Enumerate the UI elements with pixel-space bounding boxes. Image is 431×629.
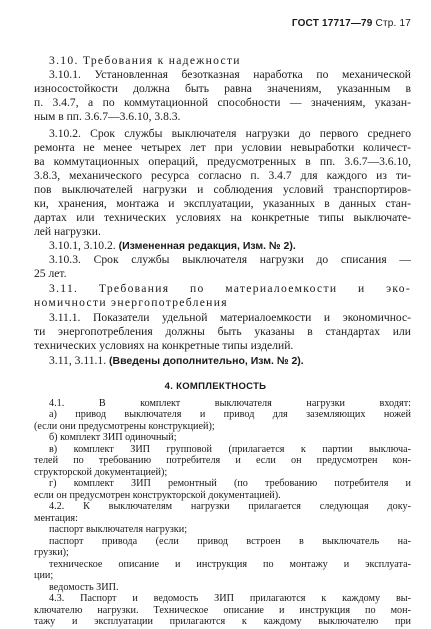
text-line: (если они предусмотрены конструкцией); [34,421,215,432]
text-line: лей нагрузки. [34,225,101,238]
text-line: ключателю нагрузки. Техническое описание и инструкция по мон- [34,605,411,616]
text-line: 4.1. В комплект выключателя нагрузки входят: [49,398,411,409]
list-item: ведомость ЗИП. [49,582,119,593]
amendment-ref: 3.10.1, 3.10.2. [49,239,116,252]
list-item: б) комплект ЗИП одиночный; [49,432,177,443]
page-header [292,18,411,29]
text-line: 3.8.3, механического ресурса согласно п. 3.4.7 для каждого из ти- [34,169,411,182]
text-line: 3.10.3. Срок службы выключателя нагрузки до списания — [49,253,411,266]
text-line: ремонта не менее четырех лет при условии невыработки количест- [34,141,411,154]
text-line: технических условиях на конкретные типы изделий. [34,339,294,352]
section-title-3-10: 3.10. Требования к надежности [49,54,241,67]
list-item: техническое описание и инструкция по монтажу и эксплуата- [49,559,411,570]
text-line: пов выключателей нагрузки и соблюдения условий транспортиров- [34,183,411,196]
text-line: износостойкости должна быть равна значениям, указанным в [34,82,411,95]
text-line: 3.10.1. Установленная безотказная наработка по механической [49,68,411,81]
text-line: ти энергопотребления должны быть указаны в стандартах или [34,325,411,338]
list-item: г) комплект ЗИП ремонтный (по требованию потребителя и [49,478,411,489]
list-item: в) комплект ЗИП групповой (прилагается к партии выключа- [49,444,411,455]
text-line: ным в пп. 3.6.7—3.6.10, 3.8.3. [34,110,181,123]
text-line: если он предусмотрен конструкторской документацией). [34,490,281,501]
page-number: Стр. 17 [375,18,411,29]
amendment-ref: 3.11, 3.11.1. [49,354,107,367]
text-line: ции; [34,570,54,581]
text-line: ментация: [34,513,78,524]
text-line: грузки); [34,547,69,558]
list-item: паспорт привода (если привод встроен в выключатель на- [49,536,411,547]
text-line: ва коммутационных операций, предусмотренных в пп. 3.6.7—3.6.10, [34,155,411,168]
amendment-note [49,354,411,368]
standard-number: ГОСТ 17717—79 [291,18,373,29]
text-line: 3.10.2. Срок службы выключателя нагрузки до первого среднего [49,127,411,140]
text-line: структорской документацией); [34,467,168,478]
amendment-text: (Измененная редакция, Изм. № 2). [118,240,296,252]
text-line: п. 3.4.7, а по коммутационной способности — значениям, указан- [34,96,411,109]
amendment-note [49,239,411,253]
section-title-3-11: 3.11. Требования по материалоемкости и эко- [49,282,411,295]
text-line: ки, хранения, монтажа и эксплуатации, указанных в данных стан- [34,197,411,210]
section-heading-4: 4. КОМПЛЕКТНОСТЬ [164,381,267,392]
section-title-3-11-cont: номичности энергопотребления [34,296,228,309]
amendment-text: (Введены дополнительно, Изм. № 2). [109,355,304,367]
text-line: дартах или технических условиях на конкретные типы выключате- [34,211,411,224]
text-line: 4.2. К выключателям нагрузки прилагается следующая доку- [49,501,411,512]
list-item: 4.3. Паспорт и ведомость ЗИП прилагаются к каждому вы- [49,593,411,604]
text-line: 25 лет. [34,267,67,280]
text-line: телей по требованию потребителя и если он предусмотрен кон- [34,455,411,466]
text-line: 3.11.1. Показатели удельной материалоемкости и экономичнос- [49,311,411,324]
list-item: а) привод выключателя и привод для заземляющих ножей [49,409,411,420]
list-item: паспорт выключателя нагрузки; [49,524,188,535]
text-line: тажу и эксплуатации прилагаются к каждому выключателю при [34,616,411,627]
